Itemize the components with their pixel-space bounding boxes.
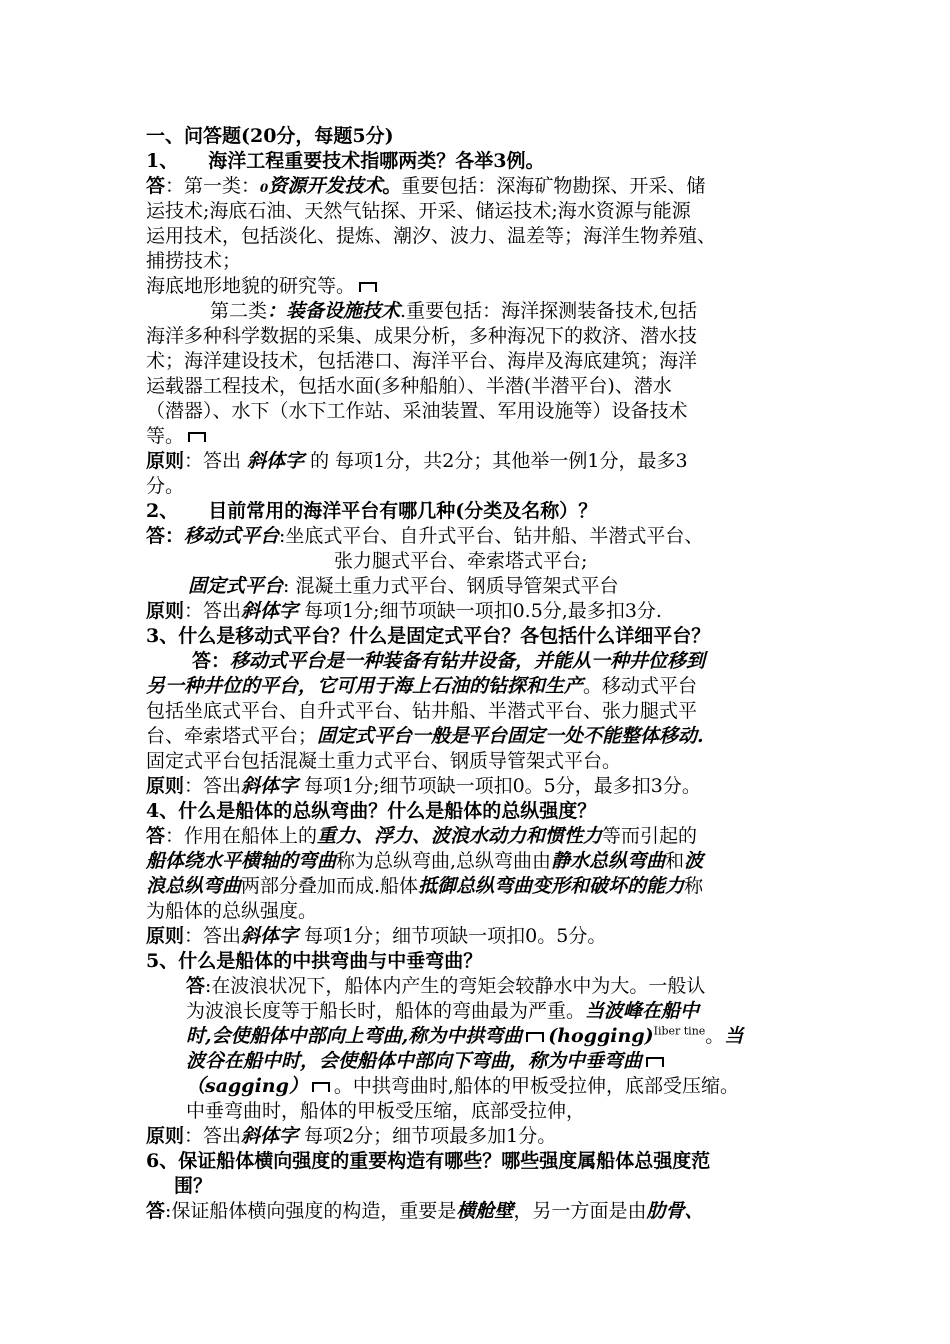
q5-answer-line-1: 答:在波浪状况下，船体内产生的弯矩会较静水中为大。一般认 — [186, 975, 706, 997]
q5-question: 5、什么是船体的中拱弯曲与中垂弯曲？ — [146, 950, 483, 972]
paragraph-mark-icon — [312, 1082, 330, 1092]
q5-answer-line-3: 时,会使船体中部向上弯曲,称为中拱弯曲 (hogging)$^{Iiber tine}$。当 — [186, 1024, 744, 1047]
section-title: 一、问答题(20分，每题5分) — [146, 125, 394, 147]
q2-question: 2、 目前常用的海洋平台有哪几种(分类及名称）？ — [146, 500, 598, 522]
q3-principle: 原则：答出斜体字 每项1分;细节项缺一项扣0。5分，最多扣3分。 — [146, 775, 701, 797]
q1-answer-line-7: 海洋多种科学数据的采集、成果分析，多种海况下的救济、潜水技 — [146, 325, 698, 347]
q5-principle: 原则：答出斜体字 每项2分；细节项最多加1分。 — [146, 1125, 557, 1147]
q2-answer-fixed: 固定式平台: 混凝土重力式平台、钢质导管架式平台 — [188, 575, 619, 597]
q3-answer-line-4: 台、牵索塔式平台；固定式平台一般是平台固定一处不能整体移动. — [146, 725, 704, 747]
q6-answer-line-1: 答:保证船体横向强度的构造，重要是横舱壁，另一方面是由肋骨、 — [146, 1200, 704, 1222]
paragraph-mark-icon — [359, 282, 377, 292]
q1-answer-line-4: 捕捞技术； — [146, 250, 242, 272]
q6-question-line-1: 6、保证船体横向强度的重要构造有哪些？哪些强度属船体总强度范 — [146, 1150, 711, 1172]
q1-principle-line-2: 分。 — [146, 475, 185, 497]
q2-principle: 原则：答出斜体字 每项1分;细节项缺一项扣0.5分,最多扣3分. — [146, 600, 662, 622]
q3-answer-line-5: 固定式平台包括混凝土重力式平台、钢质导管架式平台。 — [146, 750, 622, 772]
q1-answer-line-8: 术；海洋建设技术，包括港口、海洋平台、海岸及海底建筑；海洋 — [146, 350, 698, 372]
q1-answer-line-10: （潜器）、水下（水下工作站、采油装置、军用设施等）设备技术 — [146, 400, 688, 422]
q1-answer-line-2: 运技术;海底石油、天然气钻探、开采、储运技术;海水资源与能源 — [146, 200, 691, 222]
paragraph-mark-icon — [646, 1057, 664, 1067]
q2-answer-mobile: 答：移动式平台:坐底式平台、自升式平台、钻井船、半潜式平台、 — [146, 525, 704, 547]
q3-answer-line-2: 另一种井位的平台，它可用于海上石油的钻探和生产。移动式平台 — [146, 675, 698, 697]
q5-answer-line-2: 为波浪长度等于船长时，船体的弯曲最为严重。当波峰在船中 — [186, 1000, 700, 1022]
q4-answer-line-4: 为船体的总纵强度。 — [146, 900, 318, 922]
q4-answer-line-2: 船体绕水平横轴的弯曲称为总纵弯曲,总纵弯曲由静水总纵弯曲和波 — [146, 850, 704, 872]
q4-principle: 原则：答出斜体字 每项1分；细节项缺一项扣0。5分。 — [146, 925, 607, 947]
q3-answer-line-3: 包括坐底式平台、自升式平台、钻井船、半潜式平台、张力腿式平 — [146, 700, 698, 722]
paragraph-mark-icon — [188, 432, 206, 442]
q5-answer-line-5: （sagging） 。中拱弯曲时,船体的甲板受拉伸，底部受压缩。 — [186, 1075, 739, 1097]
q3-answer-line-1: 答：移动式平台是一种装备有钻井设备，并能从一种井位移到 — [192, 650, 706, 672]
q1-principle-line-1: 原则：答出 斜体字 的 每项1分，共2分；其他举一例1分，最多3 — [146, 450, 688, 472]
q3-question: 3、什么是移动式平台？什么是固定式平台？各包括什么详细平台？ — [146, 625, 711, 647]
q1-number: 1、 — [146, 150, 179, 172]
q1-answer-line-3: 运用技术，包括淡化、提炼、潮汐、波力、温差等；海洋生物养殖、 — [146, 225, 717, 247]
q5-answer-line-4: 波谷在船中时，会使船体中部向下弯曲，称为中垂弯曲 — [146, 1049, 816, 1074]
q1-answer-line-9: 运载器工程技术，包括水面(多种船舶）、半潜(半潜平台)、潜水 — [146, 375, 672, 397]
q1-text: 海洋工程重要技术指哪两类？各举3例。 — [208, 150, 545, 172]
q1-answer-line-11: 等。 — [146, 424, 816, 449]
q2-answer-mobile-cont: 张力腿式平台、牵索塔式平台; — [334, 550, 588, 572]
q4-answer-line-3: 浪总纵弯曲两部分叠加而成.船体抵御总纵弯曲变形和破坏的能力称 — [146, 875, 704, 897]
paragraph-mark-icon — [526, 1032, 544, 1042]
q6-question-line-2: 围？ — [174, 1175, 213, 1197]
q1-answer-line-5: 海底地形地貌的研究等。 — [146, 274, 816, 299]
document-page — [146, 124, 816, 1224]
q1-question — [146, 149, 816, 174]
q1-answer-line-6: 第二类：装备设施技术.重要包括：海洋探测装备技术,包括 — [210, 300, 698, 322]
q4-question: 4、什么是船体的总纵弯曲？什么是船体的总纵强度？ — [146, 800, 597, 822]
q4-answer-line-1: 答：作用在船体上的重力、浮力、波浪水动力和惯性力等而引起的 — [146, 825, 698, 847]
q5-answer-line-6: 中垂弯曲时，船体的甲板受压缩，底部受拉伸， — [186, 1100, 586, 1122]
q1-answer-line-1: 答：第一类：₀资源开发技术。重要包括：深海矿物勘探、开采、储 — [146, 175, 706, 197]
